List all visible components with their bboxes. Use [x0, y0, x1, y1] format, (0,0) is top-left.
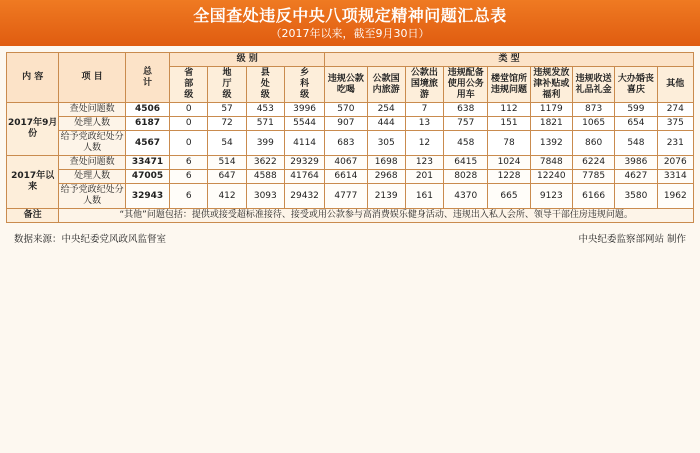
- header-item: 项 目: [59, 53, 125, 103]
- cell-type-1: 254: [367, 103, 405, 117]
- row-item: 处理人数: [59, 170, 125, 184]
- cell-type-7: 4627: [615, 170, 657, 184]
- lv-0-l2: 部: [184, 79, 194, 89]
- row-item: 给予党政纪处分人数: [59, 131, 125, 156]
- header-total-line2: 计: [142, 77, 152, 88]
- cell-type-0: 4067: [325, 156, 367, 170]
- cell-type-3: 757: [444, 117, 488, 131]
- footer-producer: 中央纪委监察部网站 制作: [578, 234, 686, 245]
- cell-type-1: 2139: [367, 184, 405, 209]
- row-total: 6187: [125, 117, 169, 131]
- cell-type-5: 1392: [530, 131, 572, 156]
- header-level-group: 级 别: [170, 53, 325, 67]
- cell-level-2: 453: [246, 103, 284, 117]
- cell-type-2: 201: [405, 170, 443, 184]
- cell-type-4: 1024: [488, 156, 530, 170]
- cell-level-1: 514: [208, 156, 246, 170]
- cell-type-1: 2968: [367, 170, 405, 184]
- cell-level-3: 29329: [284, 156, 324, 170]
- header-type-4: 楼堂馆所违规问题: [488, 67, 530, 103]
- cell-type-5: 9123: [530, 184, 572, 209]
- group-label-1: 2017年以来: [7, 156, 59, 209]
- header-type-7: 大办婚丧喜庆: [615, 67, 657, 103]
- lv-0-l3: 级: [184, 90, 194, 100]
- cell-type-4: 112: [488, 103, 530, 117]
- cell-type-0: 6614: [325, 170, 367, 184]
- cell-type-6: 7785: [572, 170, 614, 184]
- lv-2-l3: 级: [260, 90, 270, 100]
- cell-type-7: 599: [615, 103, 657, 117]
- table-row: [7, 156, 694, 170]
- cell-type-7: 3986: [615, 156, 657, 170]
- title-bar: [0, 0, 700, 46]
- cell-type-6: 6224: [572, 156, 614, 170]
- cell-level-2: 399: [246, 131, 284, 156]
- lv-1-l1: 地: [222, 68, 232, 78]
- row-total: 4567: [125, 131, 169, 156]
- table-container: [0, 46, 700, 223]
- cell-level-1: 412: [208, 184, 246, 209]
- cell-level-3: 3996: [284, 103, 324, 117]
- cell-level-1: 57: [208, 103, 246, 117]
- cell-type-2: 123: [405, 156, 443, 170]
- cell-level-3: 5544: [284, 117, 324, 131]
- lv-2-l1: 县: [260, 68, 270, 78]
- cell-type-7: 654: [615, 117, 657, 131]
- cell-type-3: 4370: [444, 184, 488, 209]
- cell-type-8: 231: [657, 131, 693, 156]
- row-item: 查处问题数: [59, 103, 125, 117]
- cell-type-8: 2076: [657, 156, 693, 170]
- header-total: [125, 53, 169, 103]
- header-level-sheng: [170, 67, 208, 103]
- cell-type-0: 683: [325, 131, 367, 156]
- cell-level-1: 72: [208, 117, 246, 131]
- row-item: 给予党政纪处分人数: [59, 184, 125, 209]
- cell-type-1: 444: [367, 117, 405, 131]
- table-row: [7, 131, 694, 156]
- header-total-line1: 总: [142, 66, 152, 77]
- page-subtitle: （2017年以来，截至9月30日）: [270, 26, 430, 40]
- cell-type-4: 151: [488, 117, 530, 131]
- cell-type-7: 548: [615, 131, 657, 156]
- cell-type-0: 4777: [325, 184, 367, 209]
- cell-type-1: 1698: [367, 156, 405, 170]
- cell-level-2: 3093: [246, 184, 284, 209]
- header-type-3: 违规配备使用公务用车: [444, 67, 488, 103]
- cell-type-3: 458: [444, 131, 488, 156]
- note-row: [7, 209, 694, 223]
- cell-type-2: 12: [405, 131, 443, 156]
- cell-type-0: 907: [325, 117, 367, 131]
- footer: [0, 223, 700, 245]
- cell-type-3: 6415: [444, 156, 488, 170]
- table-row: [7, 103, 694, 117]
- row-item: 处理人数: [59, 117, 125, 131]
- cell-level-0: 0: [170, 117, 208, 131]
- table-row: [7, 170, 694, 184]
- cell-type-5: 12240: [530, 170, 572, 184]
- group-label-0: 2017年9月份: [7, 103, 59, 156]
- cell-type-3: 8028: [444, 170, 488, 184]
- header-type-6: 违规收送礼品礼金: [572, 67, 614, 103]
- summary-table: [6, 52, 694, 223]
- lv-1-l2: 厅: [222, 79, 232, 89]
- lv-3-l1: 乡: [300, 68, 310, 78]
- cell-type-6: 860: [572, 131, 614, 156]
- page-title: 全国查处违反中央八项规定精神问题汇总表: [193, 5, 507, 25]
- table-row: [7, 184, 694, 209]
- header-type-8: 其他: [657, 67, 693, 103]
- note-label: 备注: [7, 209, 59, 223]
- row-total: 32943: [125, 184, 169, 209]
- cell-level-0: 6: [170, 170, 208, 184]
- cell-type-1: 305: [367, 131, 405, 156]
- cell-level-0: 6: [170, 156, 208, 170]
- row-total: 4506: [125, 103, 169, 117]
- cell-type-6: 1065: [572, 117, 614, 131]
- header-level-diting: [208, 67, 246, 103]
- cell-level-2: 4588: [246, 170, 284, 184]
- cell-type-5: 1821: [530, 117, 572, 131]
- cell-type-6: 6166: [572, 184, 614, 209]
- cell-type-8: 274: [657, 103, 693, 117]
- table-row: [7, 117, 694, 131]
- lv-0-l1: 省: [184, 68, 194, 78]
- cell-level-2: 571: [246, 117, 284, 131]
- header-row-group: [7, 53, 694, 67]
- row-item: 查处问题数: [59, 156, 125, 170]
- header-type-1: 公款国内旅游: [367, 67, 405, 103]
- cell-type-5: 7848: [530, 156, 572, 170]
- cell-type-7: 3580: [615, 184, 657, 209]
- lv-1-l3: 级: [222, 90, 232, 100]
- cell-type-2: 161: [405, 184, 443, 209]
- cell-level-0: 6: [170, 184, 208, 209]
- cell-level-3: 4114: [284, 131, 324, 156]
- cell-type-2: 7: [405, 103, 443, 117]
- header-type-5: 违规发放津补贴或福利: [530, 67, 572, 103]
- cell-type-8: 375: [657, 117, 693, 131]
- lv-2-l2: 处: [260, 79, 270, 89]
- header-level-xiangke: [284, 67, 324, 103]
- header-type-0: 违规公款吃喝: [325, 67, 367, 103]
- cell-level-0: 0: [170, 131, 208, 156]
- lv-3-l2: 科: [300, 79, 310, 89]
- footer-source: 数据来源：中央纪委党风政风监督室: [14, 234, 167, 245]
- cell-level-2: 3622: [246, 156, 284, 170]
- cell-type-4: 78: [488, 131, 530, 156]
- cell-type-2: 13: [405, 117, 443, 131]
- cell-type-3: 638: [444, 103, 488, 117]
- cell-type-5: 1179: [530, 103, 572, 117]
- cell-level-0: 0: [170, 103, 208, 117]
- cell-type-6: 873: [572, 103, 614, 117]
- note-text: “其他”问题包括：提供或接受超标准接待、接受或用公款参与高消费娱乐健身活动、违规出入私人会所、领导干部住房违规问题。: [59, 209, 694, 223]
- cell-level-3: 41764: [284, 170, 324, 184]
- cell-type-8: 3314: [657, 170, 693, 184]
- cell-level-1: 647: [208, 170, 246, 184]
- row-total: 47005: [125, 170, 169, 184]
- cell-level-3: 29432: [284, 184, 324, 209]
- header-content: 内 容: [7, 53, 59, 103]
- header-type-2: 公款出国境旅游: [405, 67, 443, 103]
- row-total: 33471: [125, 156, 169, 170]
- cell-type-0: 570: [325, 103, 367, 117]
- cell-type-4: 665: [488, 184, 530, 209]
- cell-type-8: 1962: [657, 184, 693, 209]
- cell-type-4: 1228: [488, 170, 530, 184]
- header-level-xianchu: [246, 67, 284, 103]
- lv-3-l3: 级: [300, 90, 310, 100]
- cell-level-1: 54: [208, 131, 246, 156]
- header-type-group: 类 型: [325, 53, 694, 67]
